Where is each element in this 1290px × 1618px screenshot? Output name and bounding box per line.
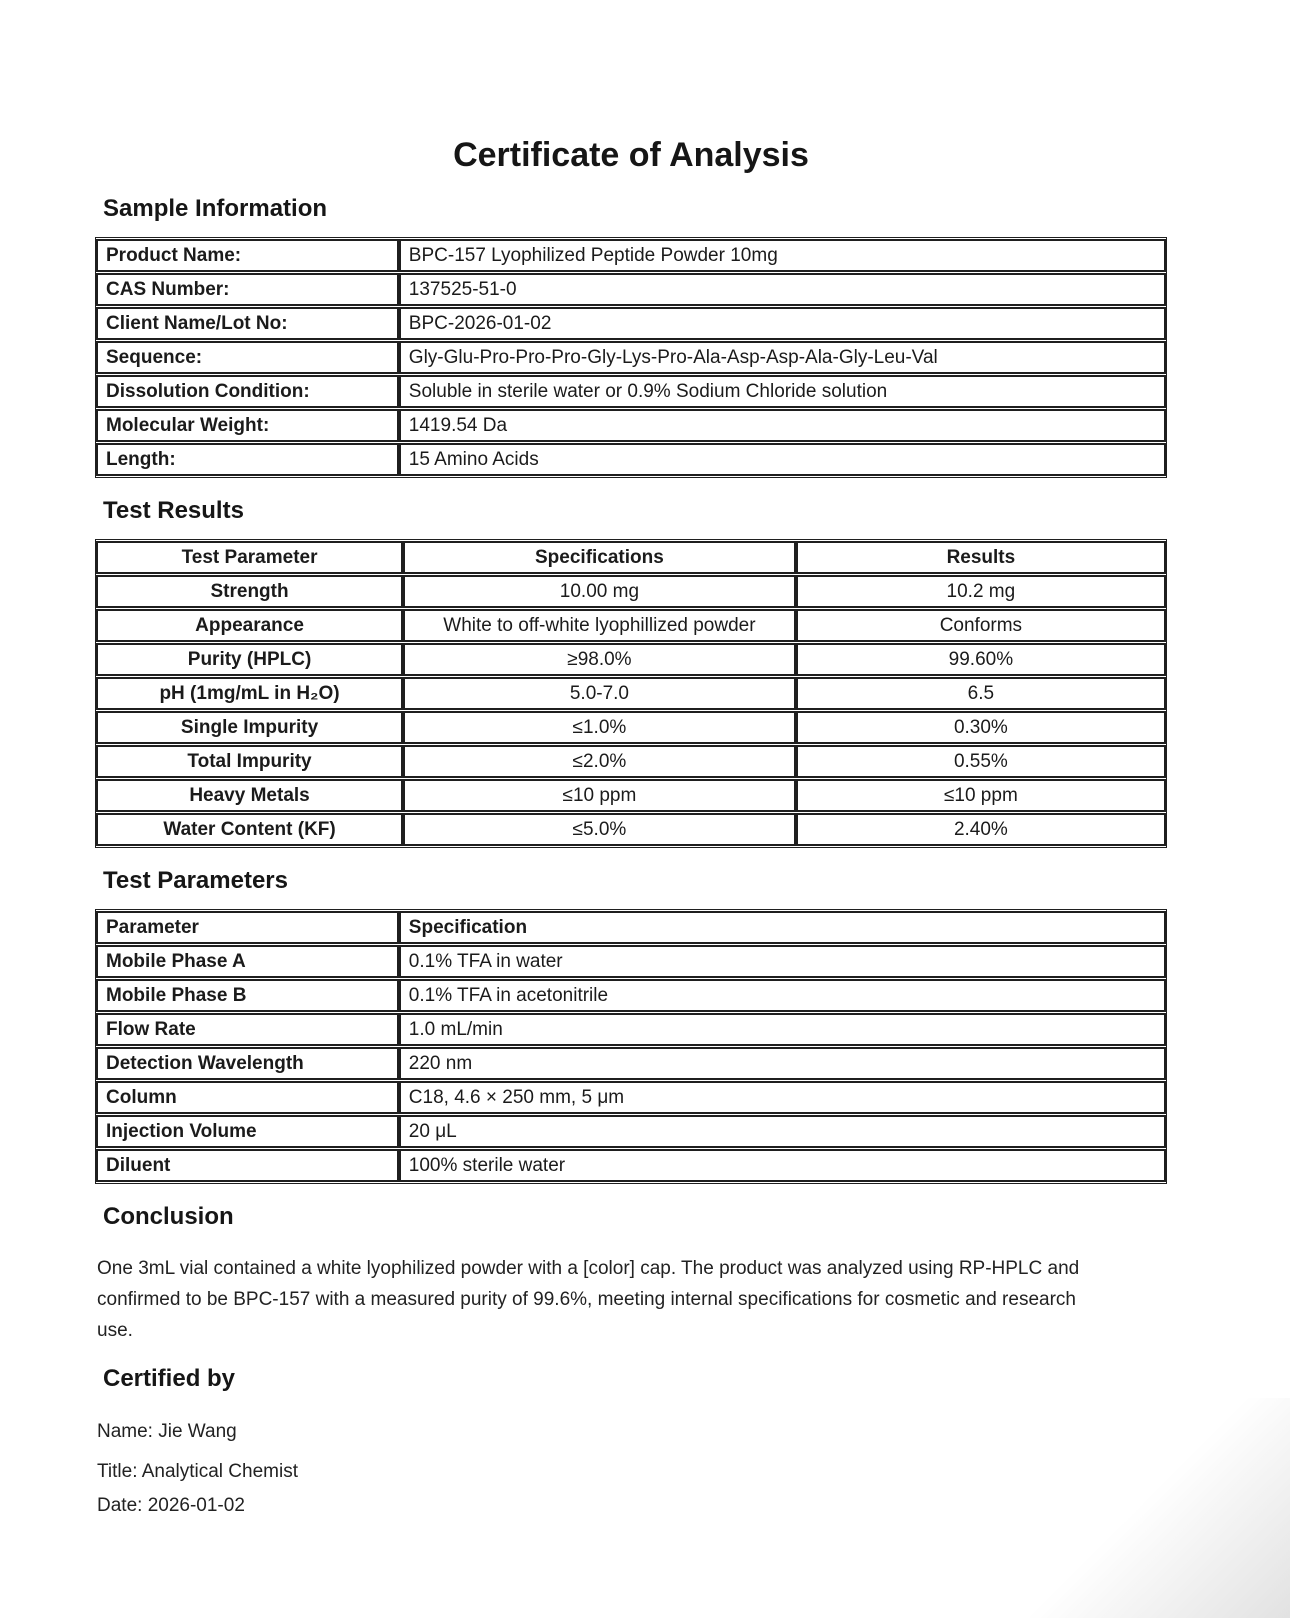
- cell-specification: 1.0 mL/min: [399, 1013, 1166, 1046]
- cell-specification: 10.00 mg: [403, 575, 796, 608]
- cell-specification: ≥98.0%: [403, 643, 796, 676]
- cell-specification: White to off-white lyophillized powder: [403, 609, 796, 642]
- certifier-title: Title: Analytical Chemist: [97, 1461, 298, 1482]
- table-row: [96, 677, 1166, 710]
- certifier-name: Name: Jie Wang: [97, 1421, 237, 1442]
- row-label: Sequence:: [96, 341, 399, 374]
- cell-specification: 100% sterile water: [399, 1149, 1166, 1182]
- test-results-table: [95, 539, 1167, 848]
- cell-parameter: Injection Volume: [96, 1115, 399, 1148]
- cell-result: ≤10 ppm: [796, 779, 1166, 812]
- cell-parameter: Mobile Phase A: [96, 945, 399, 978]
- row-label: Client Name/Lot No:: [96, 307, 399, 340]
- table-row: [96, 239, 1166, 272]
- row-value: 137525-51-0: [399, 273, 1166, 306]
- column-header-results: Results: [796, 541, 1166, 574]
- table-header-row: [96, 911, 1166, 944]
- cell-parameter: Detection Wavelength: [96, 1047, 399, 1080]
- row-value: Soluble in sterile water or 0.9% Sodium Chloride solution: [399, 375, 1166, 408]
- table-row: [96, 341, 1166, 374]
- certified-by-heading: Certified by: [103, 1365, 236, 1392]
- test-results-heading: Test Results: [103, 497, 244, 524]
- table-row: [96, 1081, 1166, 1114]
- sample-information-section: [95, 195, 1167, 478]
- test-parameters-heading: Test Parameters: [103, 867, 288, 894]
- cell-parameter: Appearance: [96, 609, 403, 642]
- table-row: [96, 745, 1166, 778]
- table-row: [96, 1149, 1166, 1182]
- cell-result: Conforms: [796, 609, 1166, 642]
- conclusion-heading: Conclusion: [103, 1203, 234, 1230]
- cell-parameter: Single Impurity: [96, 711, 403, 744]
- cell-specification: 0.1% TFA in water: [399, 945, 1166, 978]
- cell-parameter: Purity (HPLC): [96, 643, 403, 676]
- table-row: [96, 1047, 1166, 1080]
- page-title: Certificate of Analysis: [453, 136, 809, 174]
- cell-specification: ≤2.0%: [403, 745, 796, 778]
- cell-parameter: Water Content (KF): [96, 813, 403, 846]
- cell-parameter: Mobile Phase B: [96, 979, 399, 1012]
- row-value: 15 Amino Acids: [399, 443, 1166, 476]
- row-value: BPC-157 Lyophilized Peptide Powder 10mg: [399, 239, 1166, 272]
- certification-date: Date: 2026-01-02: [97, 1495, 245, 1516]
- cell-specification: C18, 4.6 × 250 mm, 5 μm: [399, 1081, 1166, 1114]
- cell-specification: 20 μL: [399, 1115, 1166, 1148]
- cell-parameter: Column: [96, 1081, 399, 1114]
- row-label: CAS Number:: [96, 273, 399, 306]
- cell-result: 99.60%: [796, 643, 1166, 676]
- row-value: 1419.54 Da: [399, 409, 1166, 442]
- cell-specification: ≤5.0%: [403, 813, 796, 846]
- table-row: [96, 609, 1166, 642]
- test-results-section: [95, 497, 1167, 848]
- cell-result: 6.5: [796, 677, 1166, 710]
- test-parameters-table: [95, 909, 1167, 1184]
- cell-result: 10.2 mg: [796, 575, 1166, 608]
- table-header-row: [96, 541, 1166, 574]
- table-row: [96, 813, 1166, 846]
- row-value: BPC-2026-01-02: [399, 307, 1166, 340]
- column-header-specifications: Specifications: [403, 541, 796, 574]
- cell-specification: 220 nm: [399, 1047, 1166, 1080]
- table-row: [96, 643, 1166, 676]
- row-label: Dissolution Condition:: [96, 375, 399, 408]
- table-row: [96, 945, 1166, 978]
- cell-parameter: pH (1mg/mL in H₂O): [96, 677, 403, 710]
- conclusion-section: [95, 1203, 1167, 1346]
- column-header-specification: Specification: [399, 911, 1166, 944]
- cell-result: 2.40%: [796, 813, 1166, 846]
- cell-specification: 0.1% TFA in acetonitrile: [399, 979, 1166, 1012]
- conclusion-text: One 3mL vial contained a white lyophilized powder with a [color] cap. The product was analyzed using RP-HPLC and confirmed to be BPC-157 with a measured purity of 99.6%, meeting internal specifications for cosmetic and research use.: [97, 1258, 1080, 1341]
- test-parameters-section: [95, 867, 1167, 1184]
- column-header-parameter: Parameter: [96, 911, 399, 944]
- table-row: [96, 575, 1166, 608]
- cell-result: 0.55%: [796, 745, 1166, 778]
- row-label: Length:: [96, 443, 399, 476]
- cell-parameter: Diluent: [96, 1149, 399, 1182]
- cell-parameter: Strength: [96, 575, 403, 608]
- cell-specification: ≤10 ppm: [403, 779, 796, 812]
- cell-parameter: Heavy Metals: [96, 779, 403, 812]
- table-row: [96, 409, 1166, 442]
- table-row: [96, 1115, 1166, 1148]
- cell-parameter: Total Impurity: [96, 745, 403, 778]
- table-row: [96, 273, 1166, 306]
- cell-parameter: Flow Rate: [96, 1013, 399, 1046]
- table-row: [96, 375, 1166, 408]
- cell-specification: 5.0-7.0: [403, 677, 796, 710]
- table-row: [96, 443, 1166, 476]
- table-row: [96, 307, 1166, 340]
- cell-result: 0.30%: [796, 711, 1166, 744]
- sample-information-table: [95, 237, 1167, 478]
- table-row: [96, 1013, 1166, 1046]
- column-header-test-parameter: Test Parameter: [96, 541, 403, 574]
- row-value: Gly-Glu-Pro-Pro-Pro-Gly-Lys-Pro-Ala-Asp-Asp-Ala-Gly-Leu-Val: [399, 341, 1166, 374]
- certified-by-section: [95, 1365, 1167, 1518]
- table-row: [96, 779, 1166, 812]
- row-label: Product Name:: [96, 239, 399, 272]
- sample-information-heading: Sample Information: [103, 195, 328, 222]
- table-row: [96, 979, 1166, 1012]
- row-label: Molecular Weight:: [96, 409, 399, 442]
- table-row: [96, 711, 1166, 744]
- cell-specification: ≤1.0%: [403, 711, 796, 744]
